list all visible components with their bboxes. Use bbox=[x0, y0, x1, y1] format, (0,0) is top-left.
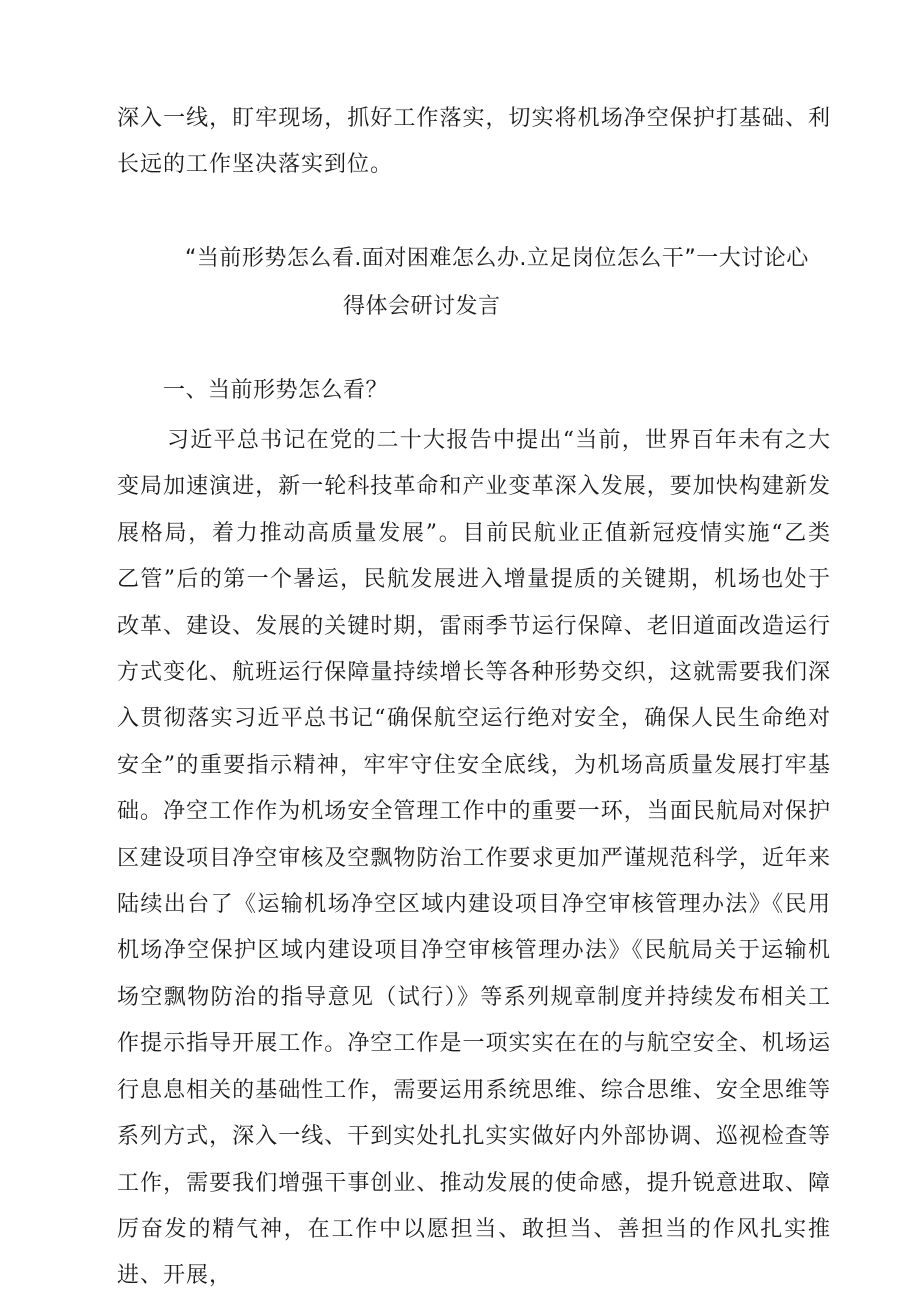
title-line-2: 得体会研讨发言 bbox=[343, 294, 501, 319]
body-paragraph: 习近平总书记在党的二十大报告中提出“当前，世界百年未有之大变局加速演进，新一轮科技革命和产业变革深入发展，要加快构建新发展格局，着力推动高质量发展”。目前民航业正值新冠疫情实施“乙类乙管”后的第一个暑运，民航发展进入增量提质的关键期，机场也处于改革、建设、发展的关键时期，雷雨季节运行保障、老旧道面改造运行方式变化、航班运行保障量持续增长等各种形势交织，这就需要我们深入贯彻落实习近平总书记“确保航空运行绝对安全，确保人民生命绝对安全”的重要指示精神，牢牢守住安全底线，为机场高质量发展打牢基础。净空工作作为机场安全管理工作中的重要一环，当面民航局对保护区建设项目净空审核及空飘物防治工作要求更加严谨规范科学，近年来陆续出台了《运输机场净空区域内建设项目净空审核管理办法》《民用机场净空保护区域内建设项目净空审核管理办法》《民航局关于运输机场空飘物防治的指导意见（试行）》等系列规章制度并持续发布相关工作提示指导开展工作。净空工作是一项实实在在的与航空安全、机场运行息息相关的基础性工作，需要运用系统思维、综合思维、安全思维等系列方式，深入一线、干到实处扎扎实实做好内外部协调、巡视检查等工作，需要我们增强干事创业、推动发展的使命感，提升锐意进取、障厉奋发的精气神，在工作中以愿担当、敢担当、善担当的作风扎实推进、开展， bbox=[117, 428, 831, 1289]
continuation-paragraph: 深入一线，盯牢现场，抓好工作落实，切实将机场净空保护打基础、利长远的工作坚决落实到位。 bbox=[117, 106, 831, 178]
section-heading: 一、当前形势怎么看？ bbox=[163, 378, 389, 403]
document-title bbox=[150, 235, 850, 331]
title-line-1: “当前形势怎么看.面对困难怎么办.立足岗位怎么干”一大讨论心 bbox=[185, 246, 809, 271]
